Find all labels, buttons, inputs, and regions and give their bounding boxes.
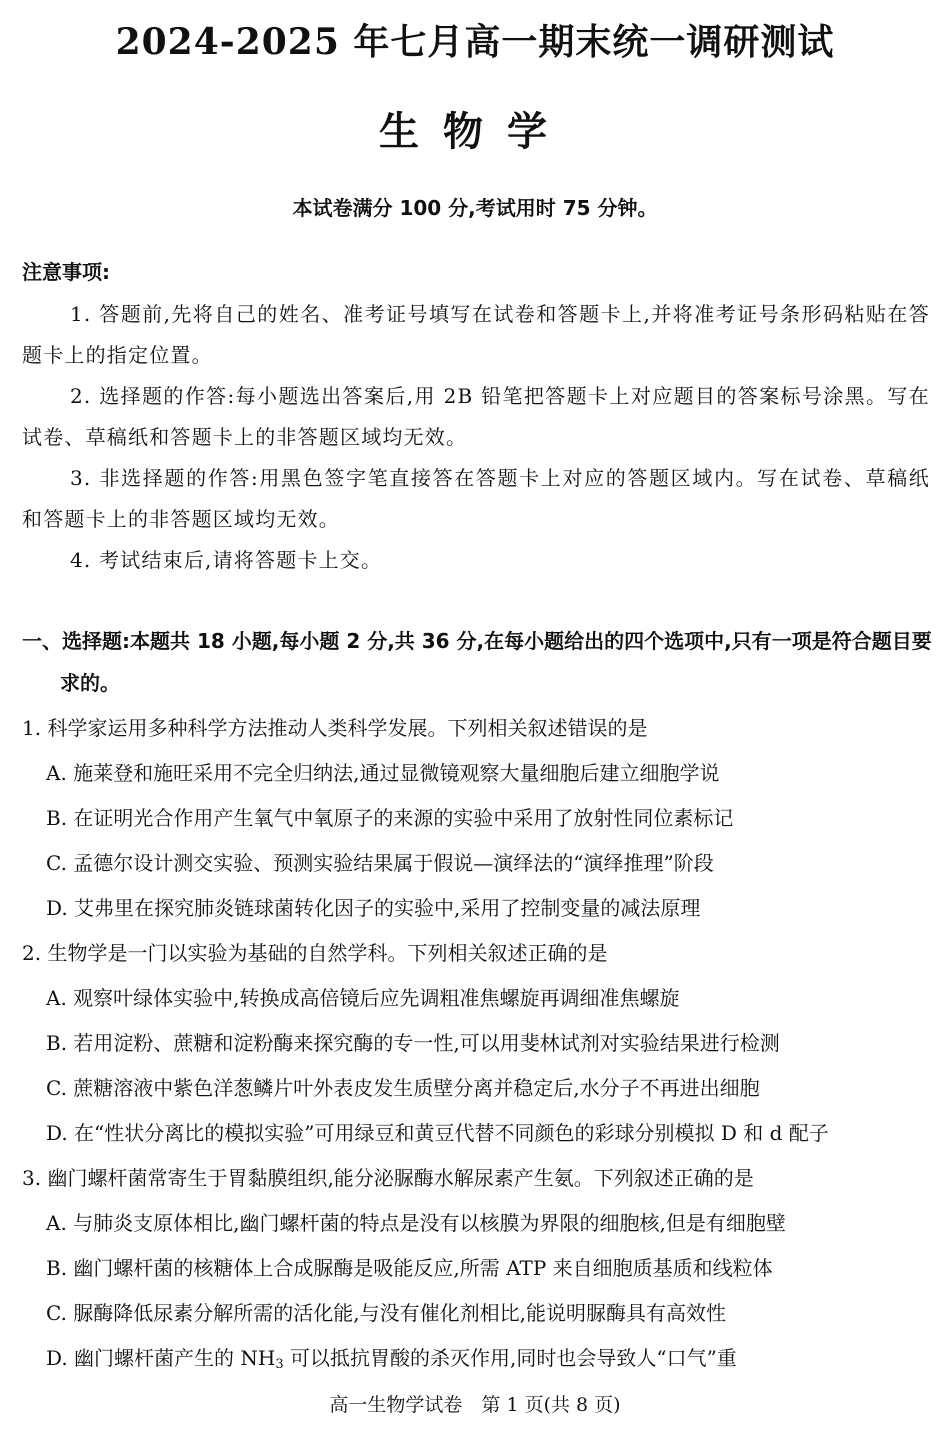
option-c: C. 蔗糖溶液中紫色洋葱鳞片叶外表皮发生质壁分离并稳定后,水分子不再进出细胞 bbox=[46, 1076, 760, 1100]
subscript-number: 3 bbox=[275, 1357, 284, 1372]
exam-title: 2024-2025 年七月高一期末统一调研测试 bbox=[115, 21, 835, 63]
notice-item: 1. 答题前,先将自己的姓名、准考证号填写在试卷和答题卡上,并将准考证号条形码粘贴在答题卡上的指定位置。 bbox=[22, 302, 930, 367]
exam-info: 本试卷满分 100 分,考试用时 75 分钟。 bbox=[292, 196, 658, 220]
option-d-text-end: 可以抵抗胃酸的杀灭作用,同时也会导致人“口气”重 bbox=[283, 1346, 737, 1370]
question bbox=[22, 1156, 930, 1381]
notice-item: 4. 考试结束后,请将答题卡上交。 bbox=[70, 548, 383, 572]
option-d bbox=[22, 1336, 930, 1381]
subject-title: 生物学 bbox=[379, 109, 571, 155]
option-c: C. 孟德尔设计测交实验、预测实验结果属于假说—演绎法的“演绎推理”阶段 bbox=[46, 851, 714, 875]
option-d-text-start: D. 幽门螺杆菌产生的 NH bbox=[46, 1346, 276, 1370]
question bbox=[22, 706, 930, 931]
option-d: D. 在“性状分离比的模拟实验”可用绿豆和黄豆代替不同颜色的彩球分别模拟 D 和 d 配子 bbox=[46, 1121, 829, 1145]
option-b: B. 幽门螺杆菌的核糖体上合成脲酶是吸能反应,所需 ATP 来自细胞质基质和线粒体 bbox=[46, 1256, 773, 1280]
notice-list bbox=[22, 294, 930, 581]
section-heading: 一、选择题:本题共 18 小题,每小题 2 分,共 36 分,在每小题给出的四个选项中,只有一项是符合题目要求的。 bbox=[22, 629, 932, 695]
question-stem: 3. 幽门螺杆菌常寄生于胃黏膜组织,能分泌脲酶水解尿素产生氨。下列叙述正确的是 bbox=[22, 1166, 754, 1190]
question-list bbox=[22, 706, 930, 1381]
question-stem: 1. 科学家运用多种科学方法推动人类科学发展。下列相关叙述错误的是 bbox=[22, 716, 648, 740]
option-a: A. 与肺炎支原体相比,幽门螺杆菌的特点是没有以核膜为界限的细胞核,但是有细胞壁 bbox=[46, 1211, 786, 1235]
question bbox=[22, 931, 930, 1156]
option-d: D. 艾弗里在探究肺炎链球菌转化因子的实验中,采用了控制变量的减法原理 bbox=[46, 896, 701, 920]
notice-heading: 注意事项: bbox=[22, 260, 110, 284]
notice-item: 3. 非选择题的作答:用黑色签字笔直接答在答题卡上对应的答题区域内。写在试卷、草稿纸和答题卡上的非答题区域均无效。 bbox=[22, 466, 930, 531]
option-c: C. 脲酶降低尿素分解所需的活化能,与没有催化剂相比,能说明脲酶具有高效性 bbox=[46, 1301, 727, 1325]
question-stem: 2. 生物学是一门以实验为基础的自然学科。下列相关叙述正确的是 bbox=[22, 941, 608, 965]
option-a: A. 观察叶绿体实验中,转换成高倍镜后应先调粗准焦螺旋再调细准焦螺旋 bbox=[46, 986, 680, 1010]
notice-item: 2. 选择题的作答:每小题选出答案后,用 2B 铅笔把答题卡上对应题目的答案标号涂黑。写在试卷、草稿纸和答题卡上的非答题区域均无效。 bbox=[22, 384, 930, 449]
page-footer: 高一生物学试卷 第 1 页(共 8 页) bbox=[329, 1394, 621, 1416]
option-b: B. 若用淀粉、蔗糖和淀粉酶来探究酶的专一性,可以用斐林试剂对实验结果进行检测 bbox=[46, 1031, 780, 1055]
option-b: B. 在证明光合作用产生氧气中氧原子的来源的实验中采用了放射性同位素标记 bbox=[46, 806, 734, 830]
option-a: A. 施莱登和施旺采用不完全归纳法,通过显微镜观察大量细胞后建立细胞学说 bbox=[46, 761, 720, 785]
